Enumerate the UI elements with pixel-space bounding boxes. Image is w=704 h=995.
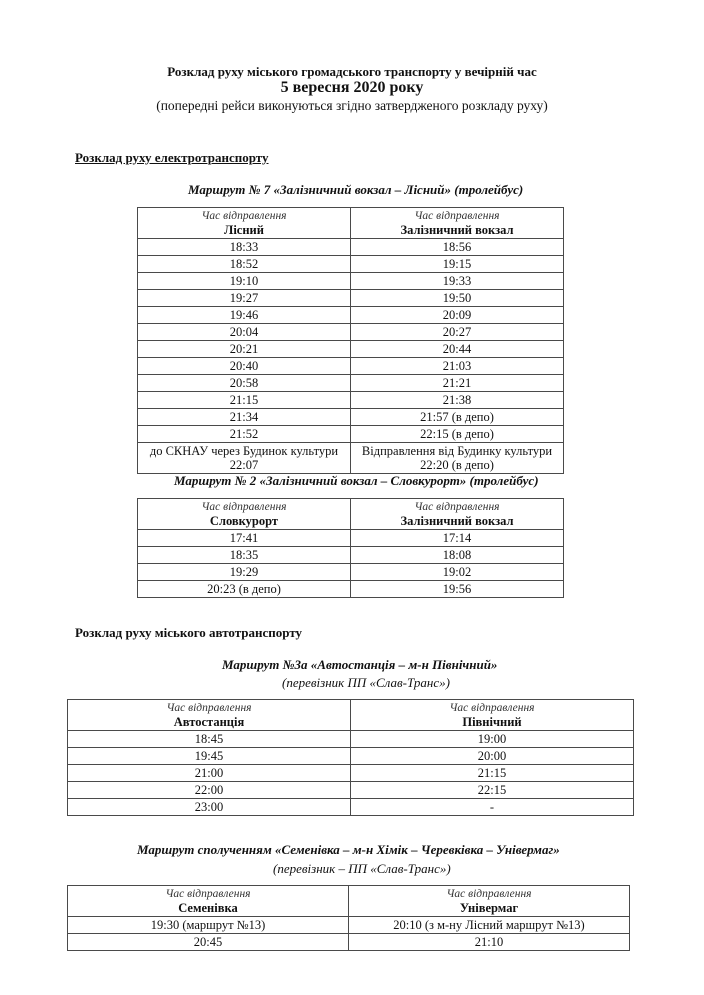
column-header	[138, 499, 351, 530]
departure-time-right: 19:33	[351, 273, 564, 290]
column-header-label: Час відправлення	[166, 701, 252, 714]
departure-time-left: 19:30 (маршрут №13)	[68, 917, 349, 934]
departure-time-left: 19:10	[138, 273, 351, 290]
table-row	[138, 581, 564, 598]
departure-time-left: 20:58	[138, 375, 351, 392]
column-header-stop: Залізничний вокзал	[400, 222, 514, 237]
route-semenivka-carrier: (перевізник – ПП «Слав-Транс»)	[273, 861, 451, 876]
table-row	[138, 307, 564, 324]
departure-time-left: 20:45	[68, 934, 349, 951]
table-row	[68, 799, 634, 816]
column-header	[138, 208, 351, 239]
special-note: Відправлення від Будинку культури	[361, 444, 553, 458]
departure-time-right: 22:15	[351, 782, 634, 799]
route-3a-title: Маршрут №3а «Автостанція – м-н Північний»	[222, 657, 498, 672]
table-row	[138, 256, 564, 273]
column-header-label: Час відправлення	[446, 887, 532, 900]
table-row	[138, 375, 564, 392]
route-semenivka-timetable	[67, 885, 630, 951]
table-row	[138, 564, 564, 581]
departure-time-left: 19:29	[138, 564, 351, 581]
departure-time-left: 21:34	[138, 409, 351, 426]
special-note: до СКНАУ через Будинок культури	[149, 444, 339, 458]
departure-time-left: 18:33	[138, 239, 351, 256]
column-header-label: Час відправлення	[201, 500, 287, 513]
departure-time-right: 18:56	[351, 239, 564, 256]
table-row	[138, 239, 564, 256]
table-row	[138, 426, 564, 443]
departure-time-right: 21:38	[351, 392, 564, 409]
table-row	[138, 341, 564, 358]
route-2-title: Маршрут № 2 «Залізничний вокзал – Словкурорт» (тролейбус)	[174, 473, 539, 488]
route-7-timetable	[137, 207, 564, 474]
document-title: Розклад руху міського громадського транспорту у вечірній час	[167, 64, 537, 79]
departure-time-right: 19:50	[351, 290, 564, 307]
departure-time-left: 17:41	[138, 530, 351, 547]
departure-time-right: 19:00	[351, 731, 634, 748]
departure-time-left: 19:45	[68, 748, 351, 765]
table-row	[138, 392, 564, 409]
route-3a-carrier: (перевізник ПП «Слав-Транс»)	[282, 675, 450, 690]
column-header	[351, 700, 634, 731]
table-row	[68, 765, 634, 782]
table-row	[138, 547, 564, 564]
route-3a-timetable	[67, 699, 634, 816]
departure-time-left: 20:40	[138, 358, 351, 375]
departure-special-left	[138, 443, 351, 474]
departure-time-right: 21:57 (в депо)	[351, 409, 564, 426]
table-row	[138, 324, 564, 341]
table-row	[68, 934, 630, 951]
table-header-row	[138, 208, 564, 239]
column-header-stop: Універмаг	[459, 900, 519, 915]
departure-time-right: 20:10 (з м-ну Лісний маршрут №13)	[349, 917, 630, 934]
column-header-label: Час відправлення	[165, 887, 251, 900]
departure-time-left: 20:21	[138, 341, 351, 358]
departure-time-right: 20:27	[351, 324, 564, 341]
document-date: 5 вересня 2020 року	[280, 79, 424, 96]
departure-time-left: 18:52	[138, 256, 351, 273]
departure-time-right: 18:08	[351, 547, 564, 564]
departure-time-right: 20:00	[351, 748, 634, 765]
column-header-label: Час відправлення	[414, 209, 500, 222]
table-row	[68, 731, 634, 748]
table-header-row	[68, 700, 634, 731]
column-header	[68, 886, 349, 917]
departure-special-right	[351, 443, 564, 474]
departure-time-right: 22:15 (в депо)	[351, 426, 564, 443]
table-row	[138, 530, 564, 547]
departure-time-left: 19:27	[138, 290, 351, 307]
column-header-stop: Словкурорт	[209, 513, 279, 528]
document-note: (попередні рейси виконуються згідно затвердженого розкладу руху)	[156, 98, 548, 113]
route-7-title: Маршрут № 7 «Залізничний вокзал – Лісний» (тролейбус)	[188, 182, 524, 197]
column-header	[68, 700, 351, 731]
departure-time-left: 21:52	[138, 426, 351, 443]
departure-time-right: 20:44	[351, 341, 564, 358]
table-row	[138, 358, 564, 375]
departure-time-right: 21:10	[349, 934, 630, 951]
column-header-label: Час відправлення	[449, 701, 535, 714]
departure-time-right: 21:03	[351, 358, 564, 375]
departure-time-right: 21:15	[351, 765, 634, 782]
column-header	[349, 886, 630, 917]
route-semenivka-title: Маршрут сполученням «Семенівка – м-н Хімік – Черевківка – Універмаг»	[137, 842, 560, 857]
departure-time-right: 20:09	[351, 307, 564, 324]
table-row-special	[138, 443, 564, 474]
special-time: 22:07	[229, 458, 259, 472]
departure-time-left: 19:46	[138, 307, 351, 324]
departure-time-left: 22:00	[68, 782, 351, 799]
column-header-label: Час відправлення	[201, 209, 287, 222]
column-header-stop: Північний	[462, 714, 522, 729]
table-row	[68, 917, 630, 934]
table-row	[138, 409, 564, 426]
column-header-stop: Автостанція	[173, 714, 245, 729]
column-header	[351, 208, 564, 239]
section-heading-electric: Розклад руху електротранспорту	[75, 150, 269, 165]
column-header-stop: Залізничний вокзал	[400, 513, 514, 528]
table-header-row	[68, 886, 630, 917]
departure-time-left: 18:35	[138, 547, 351, 564]
departure-time-left: 21:15	[138, 392, 351, 409]
departure-time-left: 18:45	[68, 731, 351, 748]
table-header-row	[138, 499, 564, 530]
route-2-timetable	[137, 498, 564, 598]
departure-time-right: 19:56	[351, 581, 564, 598]
departure-time-right: -	[351, 799, 634, 816]
column-header-stop: Лісний	[224, 222, 264, 237]
departure-time-right: 19:02	[351, 564, 564, 581]
table-row	[68, 748, 634, 765]
departure-time-left: 21:00	[68, 765, 351, 782]
departure-time-right: 19:15	[351, 256, 564, 273]
table-row	[68, 782, 634, 799]
column-header-label: Час відправлення	[414, 500, 500, 513]
table-row	[138, 290, 564, 307]
column-header-stop: Семенівка	[178, 900, 238, 915]
departure-time-left: 23:00	[68, 799, 351, 816]
departure-time-right: 21:21	[351, 375, 564, 392]
departure-time-left: 20:23 (в депо)	[138, 581, 351, 598]
departure-time-right: 17:14	[351, 530, 564, 547]
section-heading-bus: Розклад руху міського автотранспорту	[75, 625, 303, 640]
departure-time-left: 20:04	[138, 324, 351, 341]
column-header	[351, 499, 564, 530]
special-time: 22:20 (в депо)	[420, 458, 494, 472]
table-row	[138, 273, 564, 290]
